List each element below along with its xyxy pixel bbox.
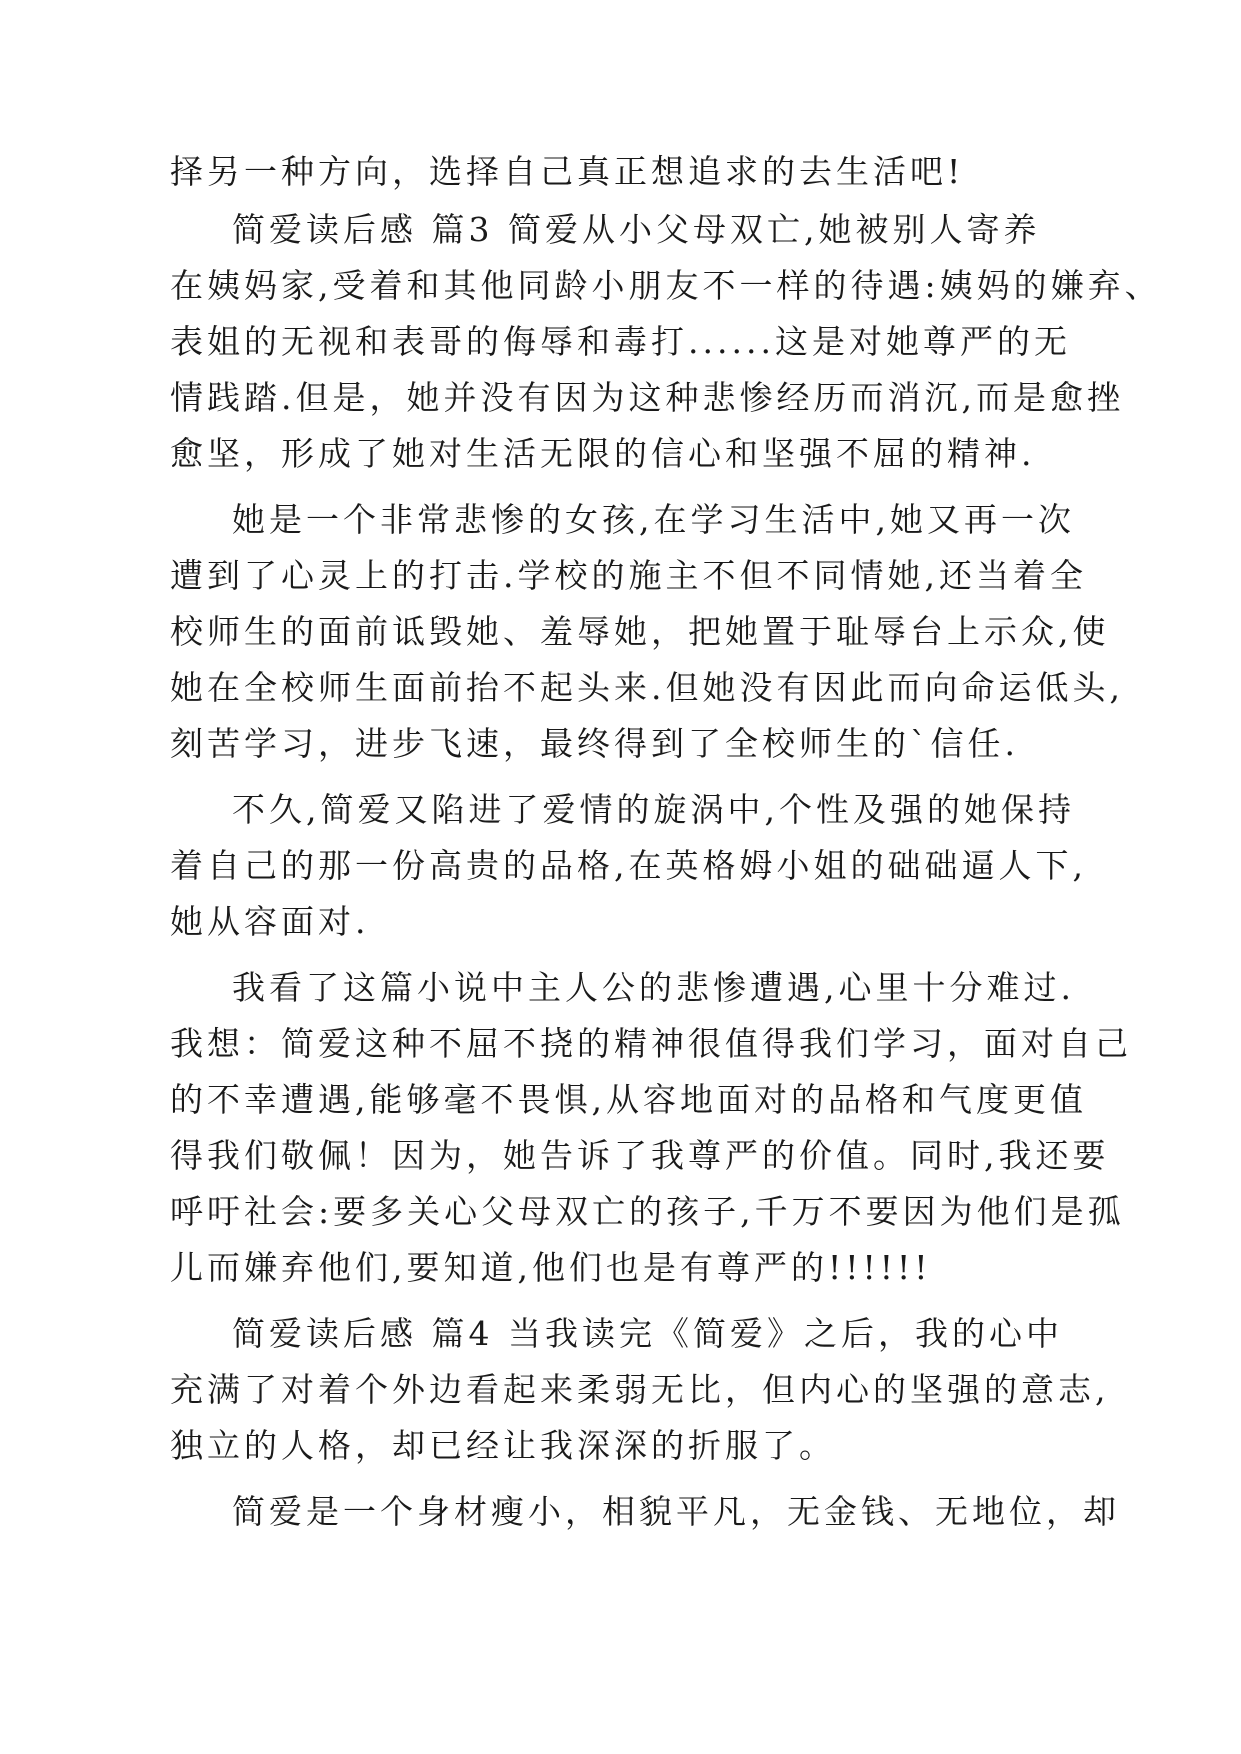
- text-line: 刻苦学习，进步飞速，最终得到了全校师生的`信任.: [170, 724, 1019, 763]
- text-line: 情践踏.但是，她并没有因为这种悲惨经历而消沉,而是愈挫: [170, 378, 1124, 417]
- text-line: 简爱读后感 篇4 当我读完《简爱》之后，我的心中: [232, 1314, 1063, 1353]
- text-line: 遭到了心灵上的打击.学校的施主不但不同情她,还当着全: [170, 556, 1087, 595]
- text-line: 充满了对着个外边看起来柔弱无比，但内心的坚强的意志,: [170, 1370, 1110, 1409]
- text-line: 表姐的无视和表哥的侮辱和毒打......这是对她尊严的无: [170, 322, 1071, 361]
- text-line: 简爱读后感 篇3 简爱从小父母双亡,她被别人寄养: [232, 210, 1041, 249]
- text-line: 儿而嫌弃他们,要知道,他们也是有尊严的!!!!!!: [170, 1248, 932, 1287]
- text-line: 独立的人格，却已经让我深深的折服了。: [170, 1426, 836, 1465]
- text-line: 她从容面对.: [170, 902, 370, 941]
- text-line: 她在全校师生面前抬不起头来.但她没有因此而向命运低头,: [170, 668, 1124, 707]
- text-line: 择另一种方向，选择自己真正想追求的去生活吧!: [170, 152, 965, 191]
- text-line: 愈坚，形成了她对生活无限的信心和坚强不屈的精神.: [170, 434, 1036, 473]
- text-line: 呼吁社会:要多关心父母双亡的孩子,千万不要因为他们是孤: [170, 1192, 1125, 1231]
- text-line: 的不幸遭遇,能够毫不畏惧,从容地面对的品格和气度更值: [170, 1080, 1087, 1119]
- text-line: 得我们敬佩！因为，她告诉了我尊严的价值。同时,我还要: [170, 1136, 1110, 1175]
- text-line: 简爱是一个身材瘦小，相貌平凡，无金钱、无地位，却: [232, 1492, 1120, 1531]
- text-line: 我看了这篇小说中主人公的悲惨遭遇,心里十分难过.: [232, 968, 1075, 1007]
- text-line: 我想：简爱这种不屈不挠的精神很值得我们学习，面对自己: [170, 1024, 1132, 1063]
- text-line: 在姨妈家,受着和其他同龄小朋友不一样的待遇:姨妈的嫌弃、: [170, 266, 1162, 305]
- text-line: 着自己的那一份高贵的品格,在英格姆小姐的础础逼人下,: [170, 846, 1087, 885]
- text-line: 校师生的面前诋毁她、羞辱她，把她置于耻辱台上示众,使: [170, 612, 1110, 651]
- text-line: 不久,简爱又陷进了爱情的旋涡中,个性及强的她保持: [232, 790, 1075, 829]
- text-line: 她是一个非常悲惨的女孩,在学习生活中,她又再一次: [232, 500, 1075, 539]
